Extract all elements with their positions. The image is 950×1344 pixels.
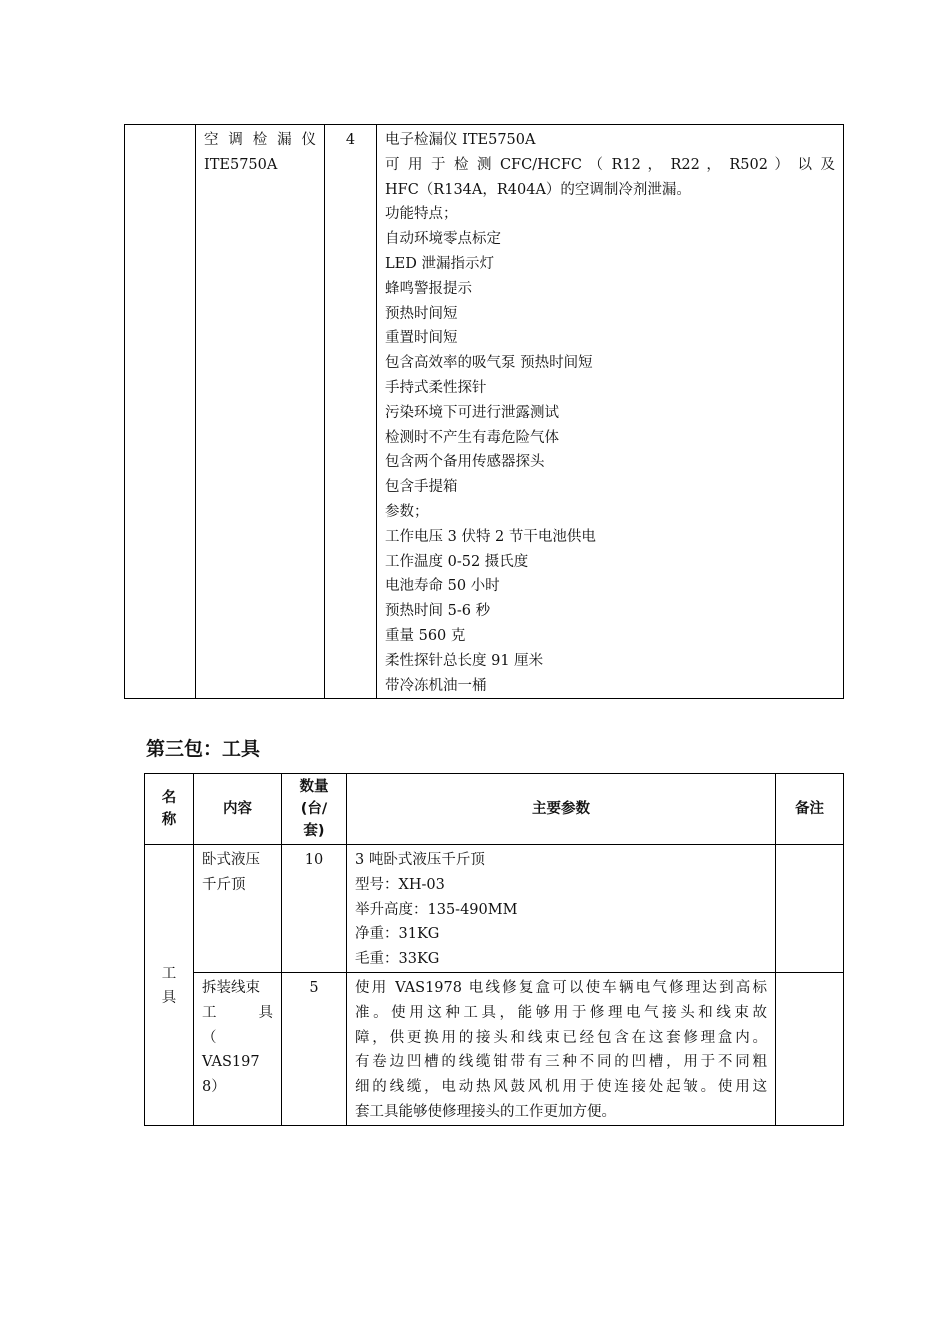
text-line: 电子检漏仪 ITE5750A [385,132,536,148]
text-line: 重量 560 克 [385,627,466,644]
text-line: 型号：XH-03 [355,876,445,893]
item-name-line: 空 调 检 漏 仪 [204,132,316,148]
text-line: 预热时间 5-6 秒 [385,603,491,620]
table-header-row [145,774,844,845]
params-cell [377,125,844,699]
table-row [145,845,844,973]
text-line: 带冷冻机油一桶 [385,677,487,694]
category-cell [125,125,196,699]
tools-table [144,773,844,1126]
text-line: 卧式液压 [202,852,260,868]
text-line: 柔性探针总长度 91 厘米 [385,652,544,669]
params-cell [347,845,776,973]
text-line: 准。使用这种工具，能够用于修理电气接头和线束故 [355,1004,767,1021]
table-row [145,972,844,1125]
header-content: 内容 [194,774,282,845]
text-line: 工作温度 0-52 摄氏度 [385,553,529,570]
params-cell [347,972,776,1125]
text-line: 包含手提箱 [385,479,458,496]
quantity-cell: 10 [282,845,347,973]
header-name: 名 称 [145,774,194,845]
text-line: 工作电压 3 伏特 2 节干电池供电 [385,528,596,545]
header-remark: 备注 [776,774,844,845]
item-name-cell [196,125,325,699]
text-line: 手持式柔性探针 [385,379,487,396]
text-line: 可 用 于 检 测 CFC/HCFC （ R12 ， R22 ， R502 ） 以 及 [385,156,835,173]
category-cell: 工 具 [145,845,194,1126]
text-line: 障，供更换用的接头和线束已经包含在这套修理盒内。 [355,1029,767,1046]
item-name-cell [194,972,282,1125]
text-line: 包含两个备用传感器探头 [385,454,545,471]
remark-cell [776,972,844,1125]
text-line: 自动环境零点标定 [385,231,501,248]
text-line: 预热时间短 [385,305,458,322]
text-line: 功能特点； [385,206,458,223]
text-line: 举升高度：135-490MM [355,901,518,918]
text-line: 净重：31KG [355,926,440,943]
text-line: 工 具 [202,1004,273,1021]
quantity-cell: 4 [325,125,377,699]
text-line: 细的线缆，电动热风鼓风机用于使连接处起皱。使用这 [355,1079,767,1096]
text-line: 蜂鸣警报提示 [385,280,472,297]
text-line: 包含高效率的吸气泵 预热时间短 [385,355,593,372]
text-line: 有卷边凹槽的线缆钳带有三种不同的凹槽，用于不同粗 [355,1054,767,1071]
text-line: 8） [202,1079,226,1096]
text-line: 电池寿命 50 小时 [385,578,500,595]
equipment-table-continued [124,124,844,699]
text-line: LED 泄漏指示灯 [385,255,494,272]
text-line: 污染环境下可进行泄露测试 [385,404,559,421]
text-line: 参数； [385,503,429,520]
text-line: 使用 VAS1978 电线修复盒可以使车辆电气修理达到高标 [355,979,767,996]
text-line: （ VAS197 [202,1029,260,1071]
quantity-cell: 5 [282,972,347,1125]
text-line: 检测时不产生有毒危险气体 [385,429,559,446]
text-line: 千斤顶 [202,876,246,893]
section-title: 第三包：工具 [146,738,261,760]
text-line: 毛重：33KG [355,951,440,968]
header-quantity: 数量 (台/ 套) [282,774,347,845]
item-name-cell [194,845,282,973]
header-params: 主要参数 [347,774,776,845]
item-name-line: ITE5750A [204,156,278,173]
text-line: 套工具能够使修理接头的工作更加方便。 [355,1103,616,1120]
text-line: 3 吨卧式液压千斤顶 [355,852,485,868]
text-line: 拆装线束 [202,979,260,996]
text-line: 重置时间短 [385,330,458,347]
text-line: HFC（R134A，R404A）的空调制冷剂泄漏。 [385,181,691,198]
remark-cell [776,845,844,973]
table-row [125,125,844,699]
